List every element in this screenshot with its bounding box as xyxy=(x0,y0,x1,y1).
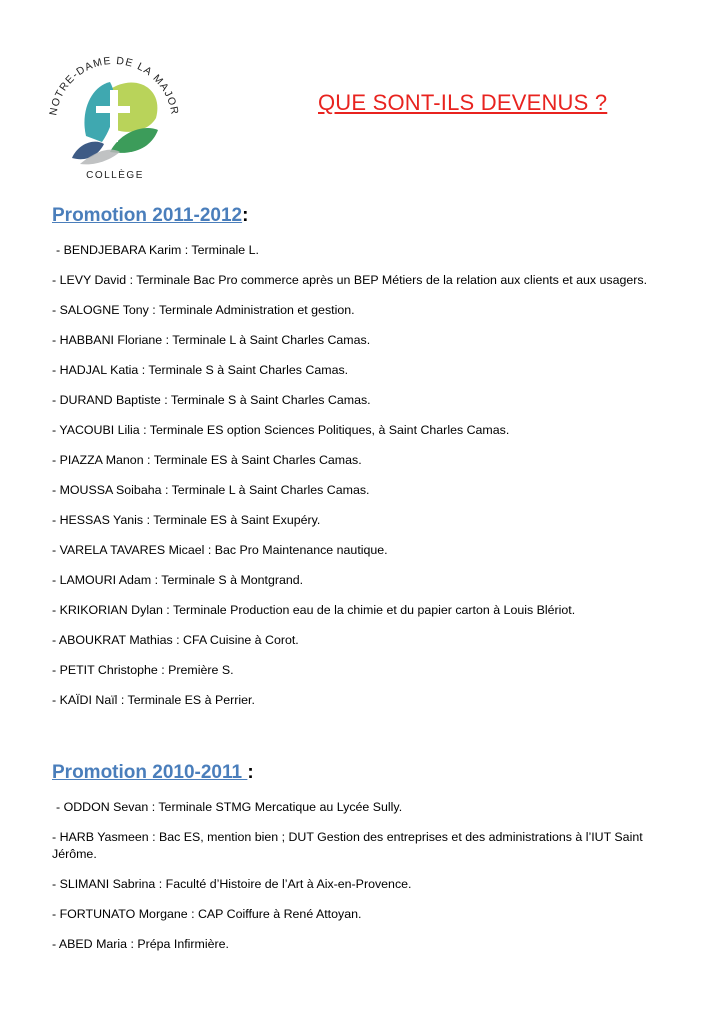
list-item: - HABBANI Floriane : Terminale L à Saint Charles Camas. xyxy=(52,333,371,347)
list-item: - ODDON Sevan : Terminale STMG Mercatique au Lycée Sully. xyxy=(56,800,403,814)
section-title: Promotion 2011-2012 xyxy=(52,205,243,226)
logo-bottom-text: COLLÈGE xyxy=(86,170,144,181)
list-item: - BENDJEBARA Karim : Terminale L. xyxy=(56,243,259,257)
list-item: - HADJAL Katia : Terminale S à Saint Charles Camas. xyxy=(52,363,349,377)
list-item: - HARB Yasmeen : Bac ES, mention bien ; DUT Gestion des entreprises et des administrations à l’IUT Saint Jérôme. xyxy=(52,830,643,861)
list-item: - VARELA TAVARES Micael : Bac Pro Maintenance nautique. xyxy=(52,543,388,557)
list-item: - DURAND Baptiste : Terminale S à Saint Charles Camas. xyxy=(52,393,371,407)
list-item: - PIAZZA Manon : Terminale ES à Saint Charles Camas. xyxy=(52,453,362,467)
section-title: Promotion 2010-2011 xyxy=(52,762,248,783)
list-item: - SALOGNE Tony : Terminale Administration et gestion. xyxy=(52,303,355,317)
list-item: - SLIMANI Sabrina : Faculté d’Histoire de l’Art à Aix-en-Provence. xyxy=(52,877,412,891)
logo-arc-textpath: NOTRE-DAME DE LA MAJOR xyxy=(47,54,181,117)
school-logo xyxy=(40,40,190,190)
section-heading-2010-2011 xyxy=(52,762,254,784)
list-item: - LAMOURI Adam : Terminale S à Montgrand. xyxy=(52,573,304,587)
page-title: QUE SONT-ILS DEVENUS ? xyxy=(318,90,608,115)
logo-cross-horizontal xyxy=(96,106,130,113)
section-heading-2011-2012 xyxy=(52,205,248,227)
list-item: - HESSAS Yanis : Terminale ES à Saint Exupéry. xyxy=(52,513,321,527)
list-item: - ABOUKRAT Mathias : CFA Cuisine à Corot. xyxy=(52,633,299,647)
list-item: - YACOUBI Lilia : Terminale ES option Sciences Politiques, à Saint Charles Camas. xyxy=(52,423,510,437)
logo-cross-vertical xyxy=(110,90,118,142)
student-list-2010-2011 xyxy=(52,799,652,966)
student-list-2011-2012 xyxy=(52,242,652,722)
list-item: - KAÏDI Naïl : Terminale ES à Perrier. xyxy=(52,693,255,707)
list-item: - FORTUNATO Morgane : CAP Coiffure à René Attoyan. xyxy=(52,907,362,921)
list-item: - ABED Maria : Prépa Infirmière. xyxy=(52,937,229,951)
list-item: - LEVY David : Terminale Bac Pro commerce après un BEP Métiers de la relation aux clients et aux usagers. xyxy=(52,273,648,287)
list-item: - KRIKORIAN Dylan : Terminale Production eau de la chimie et du papier carton à Louis Blériot. xyxy=(52,603,576,617)
school-logo-graphic xyxy=(40,40,190,190)
section-colon: : xyxy=(242,205,249,226)
list-item: - MOUSSA Soibaha : Terminale L à Saint Charles Camas. xyxy=(52,483,370,497)
list-item: - PETIT Christophe : Première S. xyxy=(52,663,234,677)
section-colon: : xyxy=(247,762,254,783)
